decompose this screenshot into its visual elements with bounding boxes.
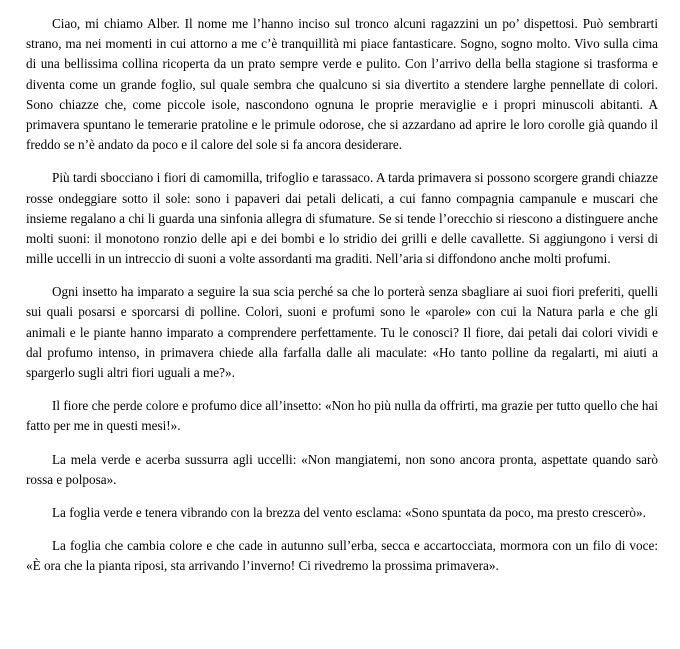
paragraph: La foglia verde e tenera vibrando con la brezza del vento esclama: «Sono spuntata da poco, ma presto crescerò». [52,504,646,520]
paragraph: Ciao, mi chiamo Alber. Il nome me l’hanno inciso sul tronco alcuni ragazzini un po’ dispettosi. Può sembrarti strano, ma nei momenti in cui attorno a me c’è tranquillità mi piace fantasticare. Sogno, sogno molto. Vivo sulla cima di una bellissima collina ricoperta da un prato sempre verde e pulito. Con l’arrivo della bella stagione si trasforma e diventa come un grande foglio, sul quale sembra che qualcuno si sia divertito a stendere larghe pennellate di colori. Sono chiazze che, come piccole isole, nascondono ognuna le proprie meraviglie e i propri minuscoli abitanti. A primavera spuntano le temerarie pratoline e le primule odorose, che si azzardano ad aprire le loro corolle già quando il freddo se n’è andato da poco e il calore del sole si fa ancora desiderare. [26,16,658,153]
paragraph: Ogni insetto ha imparato a seguire la sua scia perché sa che lo porterà senza sbagliare ai suoi fiori preferiti, quelli sui quali posarsi e sporcarsi di polline. Colori, suoni e profumi sono le «parole» con cui la Natura parla e che gli animali e le piante hanno imparato a comprendere perfettamente. Tu le conosci? Il fiore, dai petali dai colori vividi e dal profumo intenso, in primavera chiede alla farfalla dalle ali maculate: «Ho tanto polline da regalarti, mi aiuti a spargerlo sugli altri fiori uguali a me?». [26,284,658,380]
paragraph: Il fiore che perde colore e profumo dice all’insetto: «Non ho più nulla da offrirti, ma grazie per tutto quello che hai fatto per me in questi mesi!». [26,398,658,434]
paragraph: La mela verde e acerba sussurra agli uccelli: «Non mangiatemi, non sono ancora pronta, aspettate quando sarò rossa e polposa». [26,451,658,487]
paragraph: Più tardi sbocciano i fiori di camomilla, trifoglio e tarassaco. A tarda primavera si possono scorgere grandi chiazze rosse ondeggiare sotto il sole: sono i papaveri dai petali delicati, a cui fanno compagnia campanule e muscari che insieme regalano a chi li guarda una sinfonia allegra di sfumature. Se si tende l’orecchio si riescono a distinguere anche molti suoni: il monotono ronzio delle api e dei bombi e lo stridio dei grilli e delle cavallette. Si aggiungono i versi di mille uccelli in un intreccio di suoni a volte assordanti ma graditi. Nell’aria si diffondono anche molti profumi. [26,170,658,267]
paragraph: La foglia che cambia colore e che cade in autunno sull’erba, secca e accartocciata, mormora con un filo di voce: «È ora che la pianta riposi, sta arrivando l’inverno! Ci rivedremo la prossima primavera». [26,538,658,574]
